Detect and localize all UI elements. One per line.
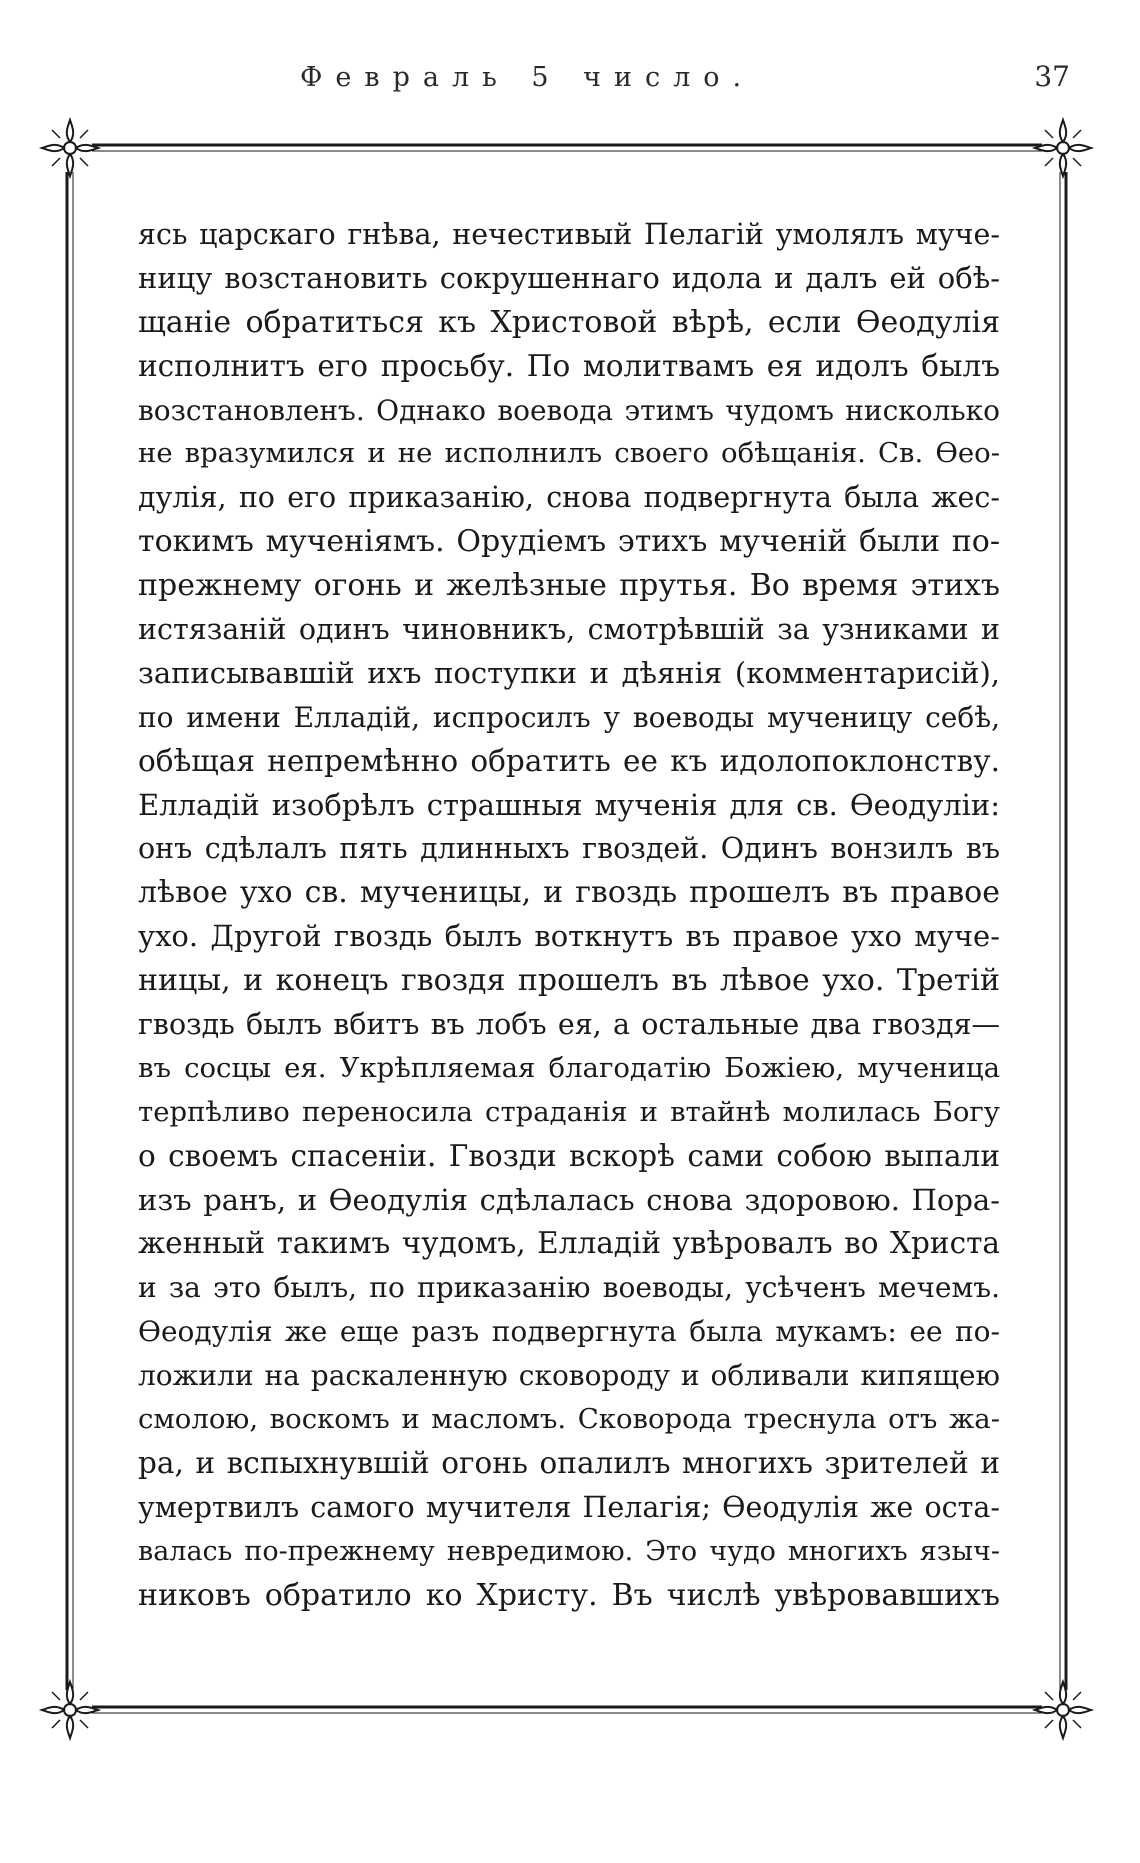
text-line: обѣщая непремѣнно обратить ее къ идолопоклонству. [138,743,1000,778]
page-number: 37 [1034,60,1070,93]
text-line: ухо. Другой гвоздь былъ воткнутъ въ правое ухо муче- [138,919,1000,954]
running-title: Февраль 5 число. [300,62,755,93]
text-line: валась по-прежнему невредимою. Это чудо многихъ языч- [138,1535,1000,1567]
text-line: токимъ мученіямъ. Орудіемъ этихъ мученій были по- [138,524,1000,560]
text-line: о своемъ спасеніи. Гвозди вскорѣ сами собою выпали [138,1138,1000,1173]
text-line: щаніе обратиться къ Христовой вѣрѣ, если Ѳеодулія [138,304,1000,340]
text-line: записывавшій ихъ поступки и дѣянія (комментарисій), [138,655,1000,690]
text-line: ясь царскаго гнѣва, нечестивый Пелагій умолялъ муче- [138,218,1000,251]
text-line: Ѳеодулія же еще разъ подвергнута была мукамъ: ее по- [138,1315,1000,1349]
text-line: ложили на раскаленную сковороду и обливали кипящею [138,1359,1000,1393]
text-line: не вразумился и не исполнилъ своего обѣщанія. Св. Ѳео- [138,437,1000,470]
text-line: изъ ранъ, и Ѳеодулія сдѣлалась снова здоровою. Пора- [138,1182,1000,1217]
fleuron-icon [42,120,98,176]
text-line: лѣвое ухо св. мученицы, и гвоздь прошелъ въ правое [138,875,1000,911]
text-line: и за это былъ, по приказанію воеводы, усѣченъ мечемъ. [138,1271,1000,1305]
text-line: терпѣливо переносила страданія и втайнѣ молилась Богу [138,1095,1000,1128]
text-line: ницу возстановить сокрушеннаго идола и далъ ей обѣ- [138,260,1000,295]
text-line: по имени Елладій, испросилъ у воеводы мученицу себѣ, [138,700,1000,734]
text-line: дулія, по его приказанію, снова подвергнута была жес- [138,481,1000,515]
text-line: ра, и вспыхнувшій огонь опалилъ многихъ зрителей и [138,1445,1000,1480]
text-line: женный такимъ чудомъ, Елладій увѣровалъ во Христа [138,1226,1000,1261]
text-line: смолою, воскомъ и масломъ. Сковорода треснула отъ жа- [138,1403,1000,1436]
text-line: возстановленъ. Однако воевода этимъ чудомъ нисколько [138,393,1000,427]
text-line: гвоздь былъ вбитъ въ лобъ ея, а остальные два гвоздя— [138,1008,1000,1042]
text-line: ницы, и конецъ гвоздя прошелъ въ лѣвое ухо. Третій [138,963,1000,999]
text-line: умертвилъ самого мучителя Пелагія; Ѳеодулія же оста- [138,1490,1000,1524]
text-line: прежнему огонь и желѣзные прутья. Во время этихъ [138,568,1000,604]
fleuron-icon [42,1682,98,1738]
text-line: истязаній одинъ чиновникъ, смотрѣвшій за узниками и [138,613,1000,647]
text-line: онъ сдѣлалъ пять длинныхъ гвоздей. Одинъ вонзилъ въ [138,832,1000,866]
fleuron-icon [1035,1682,1091,1738]
fleuron-icon [1035,120,1091,176]
text-line: въ сосцы ея. Укрѣпляемая благодатію Божіею, мученица [138,1051,1000,1084]
text-line: Елладій изобрѣлъ страшныя мученія для св. Ѳеодуліи: [138,787,1000,822]
text-line: исполнитъ его просьбу. По молитвамъ ея идолъ былъ [138,348,1000,383]
text-line: никовъ обратило ко Христу. Въ числѣ увѣровавшихъ [138,1577,1000,1613]
body-text [138,213,1000,1618]
